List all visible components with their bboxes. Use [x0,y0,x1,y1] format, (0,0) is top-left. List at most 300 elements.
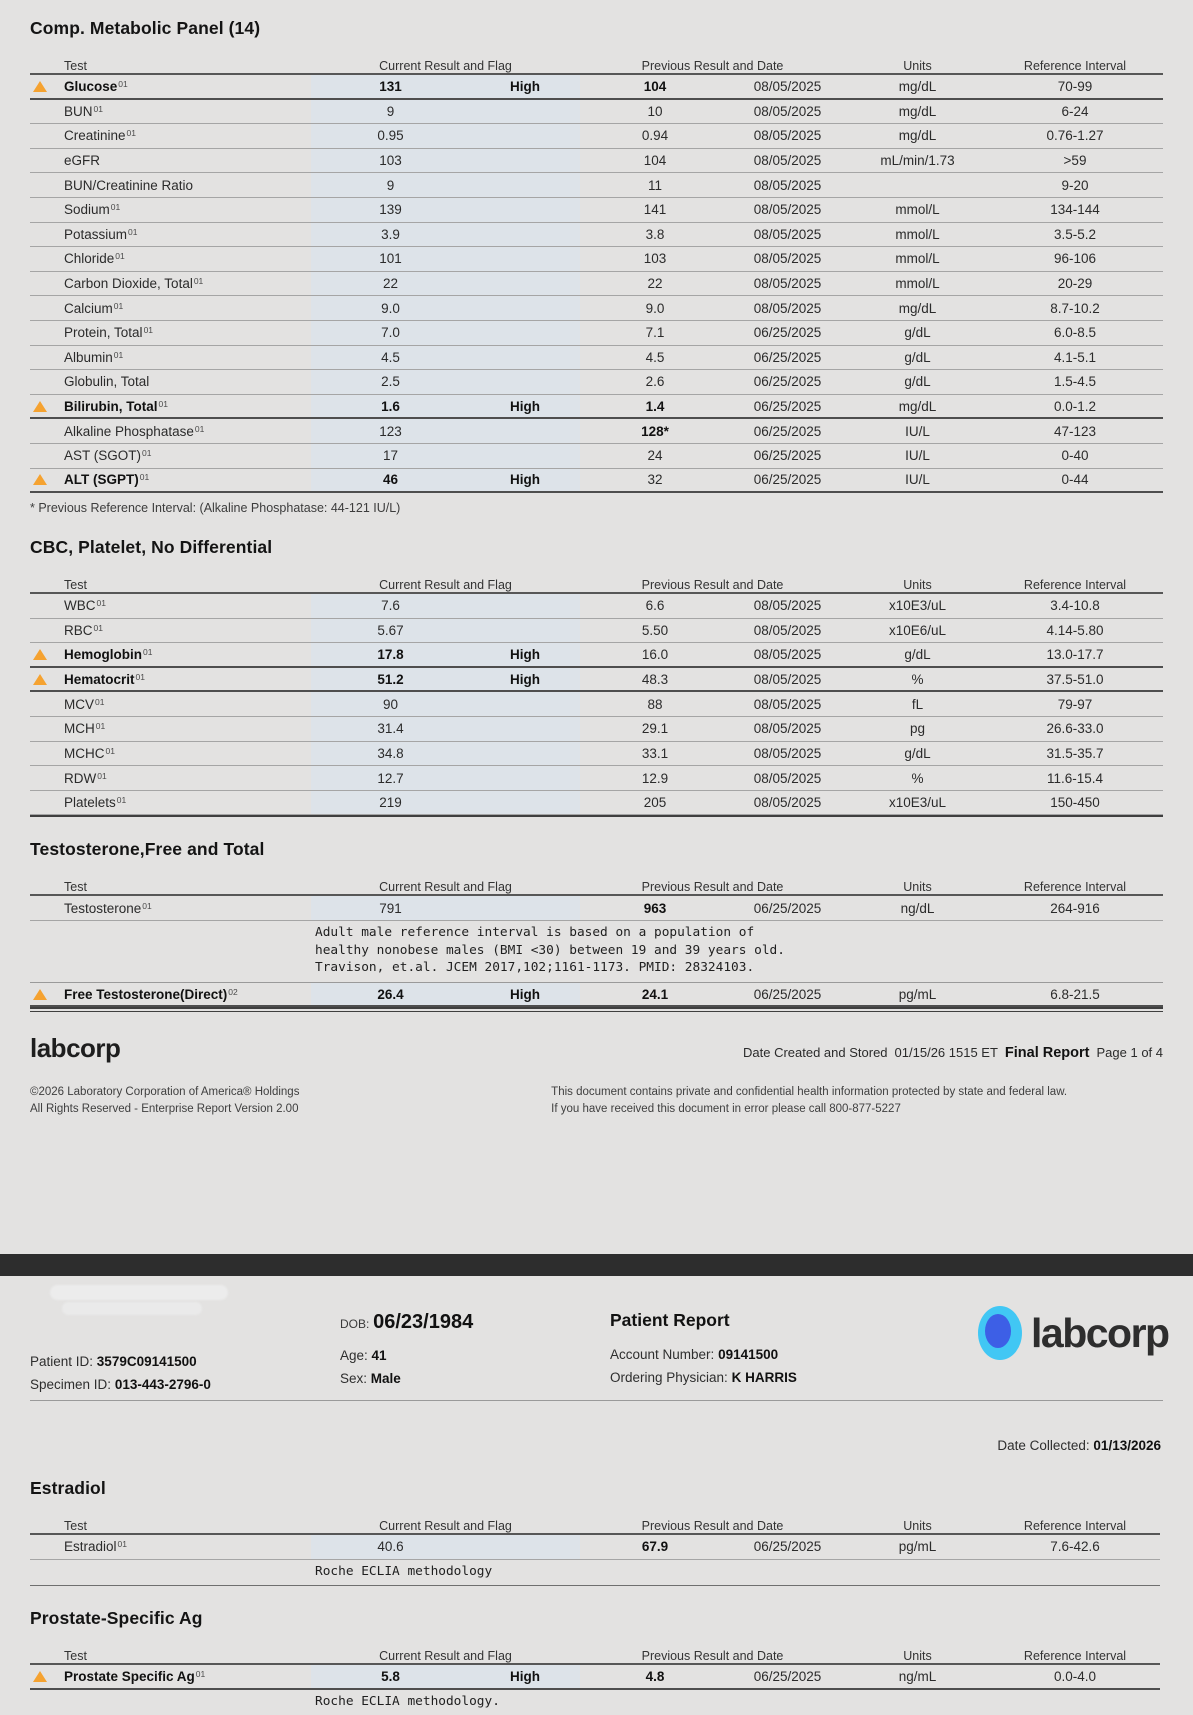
test-name-cell: MCH$^{01}$ [64,721,106,737]
current-result-cell: 46 [311,469,470,492]
table-row [30,717,1163,742]
previous-date-cell: 08/05/2025 [753,770,822,786]
test-name-cell: MCHC$^{01}$ [64,745,115,761]
lab-section [30,839,1163,1009]
table-row [30,791,1163,816]
test-name-cell: Chloride$^{01}$ [64,251,125,267]
col-header-test: Test [64,880,87,895]
previous-date-cell: 08/05/2025 [753,745,822,761]
copyright-line-2: All Rights Reserved - Enterprise Report Version 2.00 [30,1102,299,1115]
current-result-cell: 5.67 [311,619,470,643]
reference-interval-cell: 7.6-42.6 [1050,1539,1100,1555]
result-note-line: Roche ECLIA methodology [315,1563,493,1579]
units-cell: mg/dL [898,103,937,119]
table-row [30,983,1163,1008]
final-report-label: Final Report [1004,1045,1090,1062]
table-row [30,469,1163,494]
previous-date-cell: 06/25/2025 [753,986,822,1002]
previous-date-cell: 06/25/2025 [753,398,822,414]
result-note [30,1690,1160,1715]
table-row [30,173,1163,198]
col-header-test: Test [64,1519,87,1533]
test-name-cell: Potassium$^{01}$ [64,226,138,242]
current-flag-cell [470,370,580,394]
dob-value: 06/23/1984 [373,1311,474,1333]
test-name-cell: Albumin$^{01}$ [64,349,124,365]
physician-value: K HARRIS [731,1370,797,1385]
test-name-cell: WBC$^{01}$ [64,598,106,614]
previous-result-cell: 963 [643,900,667,916]
reference-interval-cell: 264-916 [1050,900,1100,916]
account-line: Account Number: 09141500 [610,1347,779,1362]
previous-date-cell: 08/05/2025 [753,78,822,94]
col-header-current-result: Current Result and Flag [379,59,512,73]
units-cell: g/dL [904,325,931,341]
current-flag-cell [470,692,580,716]
reference-interval-cell: 0.76-1.27 [1046,128,1104,144]
table-row [30,766,1163,791]
units-cell: IU/L [905,472,930,488]
test-name-cell: Glucose$^{01}$ [64,78,128,94]
reference-interval-cell: 6.8-21.5 [1050,986,1100,1002]
current-result-cell: 22 [311,272,470,296]
flag-cell [30,699,60,710]
current-result-cell: 40.6 [311,1535,470,1559]
confidentiality-block [551,1084,1163,1117]
lab-section [30,1478,1160,1586]
table-row [30,370,1163,395]
previous-result-cell: 141 [643,202,667,218]
table-row [30,272,1163,297]
current-result-cell: 34.8 [311,742,470,766]
current-flag-cell [470,346,580,370]
flag-cell [30,180,60,191]
previous-result-cell: 2.6 [645,374,665,390]
date-collected: Date Collected: 01/13/2026 [997,1438,1161,1453]
test-name-cell: Hemoglobin$^{01}$ [64,647,153,663]
current-flag-cell: High [470,469,580,492]
previous-result-cell: 103 [643,251,667,267]
previous-result-cell: 9.0 [645,300,665,316]
current-result-cell: 12.7 [311,766,470,790]
current-result-cell: 31.4 [311,717,470,741]
test-name-cell: AST (SGOT)$^{01}$ [64,448,152,464]
previous-date-cell: 08/05/2025 [753,202,822,218]
reference-interval-cell: 3.4-10.8 [1050,598,1100,614]
reference-interval-cell: 96-106 [1053,251,1097,267]
previous-result-cell: 29.1 [641,721,669,737]
high-flag-triangle-icon [33,474,47,485]
test-name-cell: Protein, Total$^{01}$ [64,325,154,341]
previous-date-cell: 06/25/2025 [753,374,822,390]
patient-report-title: Patient Report [610,1310,730,1330]
labcorp-globe-icon [978,1306,1022,1360]
table-row [30,896,1163,921]
test-name-cell: ALT (SGPT)$^{01}$ [64,472,150,488]
reference-interval-cell: 37.5-51.0 [1046,671,1104,687]
date-collected-value: 01/13/2026 [1093,1438,1161,1453]
previous-result-cell: 7.1 [645,325,665,341]
current-flag-cell [470,296,580,320]
table-row [30,124,1163,149]
test-name-cell: eGFR [64,153,101,169]
flag-cell [30,748,60,759]
previous-result-cell: 24 [647,448,663,464]
previous-result-cell: 67.9 [641,1539,669,1555]
reference-interval-cell: 0-40 [1061,448,1089,464]
col-header-previous-result: Previous Result and Date [641,59,784,73]
previous-date-cell: 06/25/2025 [753,448,822,464]
table-row [30,395,1163,420]
current-flag-cell [470,321,580,345]
patient-header-divider [30,1400,1163,1401]
reference-interval-cell: >59 [1063,153,1087,169]
current-flag-cell: High [470,1665,580,1688]
units-cell: x10E3/uL [888,795,947,811]
current-flag-cell [470,149,580,173]
page-1-footer [30,1033,1163,1064]
reference-interval-cell: 47-123 [1053,423,1097,439]
col-header-previous-result: Previous Result and Date [641,1519,784,1533]
units-cell: IU/L [905,448,930,464]
col-header-reference-interval: Reference Interval [1023,880,1127,895]
current-flag-cell [470,742,580,766]
current-result-cell: 9.0 [311,296,470,320]
previous-date-cell: 06/25/2025 [753,900,822,916]
previous-date-cell: 08/05/2025 [753,300,822,316]
test-name-cell: RBC$^{01}$ [64,622,103,638]
units-cell: mg/dL [898,300,937,316]
units-cell: % [911,671,924,687]
labcorp-logo [978,1306,1169,1360]
table-row [30,223,1163,248]
high-flag-triangle-icon [33,401,47,412]
current-flag-cell: High [470,668,580,691]
test-name-cell: Calcium$^{01}$ [64,300,124,316]
reference-interval-cell: 4.1-5.1 [1053,349,1097,365]
previous-date-cell: 08/05/2025 [753,128,822,144]
high-flag-triangle-icon [33,1671,47,1682]
units-cell: pg/mL [898,1539,937,1555]
units-cell: mmol/L [895,276,940,292]
reference-interval-cell: 31.5-35.7 [1046,745,1104,761]
current-result-cell: 219 [311,791,470,815]
current-flag-cell [470,272,580,296]
col-header-previous-result: Previous Result and Date [641,1649,784,1664]
table-row [30,198,1163,223]
previous-result-cell: 22 [647,276,663,292]
current-result-cell: 123 [311,419,470,443]
test-name-cell: Bilirubin, Total$^{01}$ [64,398,168,414]
units-cell: fL [911,696,924,712]
flag-cell [30,1671,60,1682]
test-name-cell: Estradiol$^{01}$ [64,1539,127,1555]
units-cell: g/dL [904,374,931,390]
previous-result-cell: 24.1 [641,986,669,1002]
labcorp-wordmark: labcorp [30,1033,121,1064]
units-cell: IU/L [905,423,930,439]
units-cell: pg [909,721,926,737]
sex-value: Male [370,1371,401,1386]
previous-date-cell: 08/05/2025 [753,103,822,119]
col-header-current-result: Current Result and Flag [379,880,512,895]
reference-interval-cell: 1.5-4.5 [1053,374,1097,390]
col-header-test: Test [64,578,87,593]
col-header-current-result: Current Result and Flag [379,1649,512,1664]
date-created-label: Date Created and Stored [743,1045,888,1061]
units-cell: g/dL [904,745,931,761]
table-row [30,149,1163,174]
page-1-results [30,18,1163,1009]
flag-cell [30,903,60,914]
current-result-cell: 131 [311,75,470,98]
previous-date-cell: 06/25/2025 [753,472,822,488]
units-cell: mmol/L [895,202,940,218]
current-flag-cell [470,419,580,443]
previous-date-cell: 08/05/2025 [753,177,822,193]
patient-report-block [610,1310,797,1389]
current-result-cell: 17 [311,444,470,468]
table-row [30,742,1163,767]
col-header-current-result: Current Result and Flag [379,578,512,593]
current-result-cell: 4.5 [311,346,470,370]
units-cell: % [911,770,924,786]
units-cell: x10E6/uL [888,622,947,638]
units-cell: mL/min/1.73 [880,153,955,169]
previous-result-cell: 4.8 [645,1668,665,1684]
current-flag-cell [470,717,580,741]
previous-result-cell: 0.94 [641,128,669,144]
reference-interval-cell: 3.5-5.2 [1053,226,1097,242]
previous-result-cell: 32 [647,472,663,488]
col-header-reference-interval: Reference Interval [1023,578,1127,593]
current-flag-cell: High [470,395,580,418]
reference-interval-cell: 6-24 [1061,103,1089,119]
previous-result-cell: 4.5 [645,349,665,365]
previous-date-cell: 08/05/2025 [753,598,822,614]
previous-date-cell: 08/05/2025 [753,226,822,242]
test-name-cell: Creatinine$^{01}$ [64,128,137,144]
reference-interval-cell: 9-20 [1061,177,1089,193]
current-result-cell: 791 [311,896,470,920]
flag-cell [30,723,60,734]
reference-interval-cell: 134-144 [1050,202,1100,218]
reference-interval-cell: 70-99 [1057,78,1093,94]
col-header-reference-interval: Reference Interval [1023,59,1127,73]
reference-interval-cell: 20-29 [1057,276,1093,292]
current-flag-cell: High [470,643,580,666]
previous-date-cell: 08/05/2025 [753,276,822,292]
previous-result-cell: 1.4 [645,398,665,414]
col-header-units: Units [903,880,932,895]
previous-date-cell: 08/05/2025 [753,696,822,712]
section-title: Estradiol [30,1478,106,1498]
previous-result-cell: 11 [647,177,662,193]
units-cell: mmol/L [895,251,940,267]
col-header-previous-result: Previous Result and Date [641,578,784,593]
previous-date-cell: 08/05/2025 [753,671,822,687]
flag-cell [30,625,60,636]
legal-block [30,1084,1163,1117]
col-header-test: Test [64,1649,87,1664]
test-name-cell: Prostate Specific Ag$^{01}$ [64,1668,206,1684]
previous-date-cell: 08/05/2025 [753,721,822,737]
previous-date-cell: 08/05/2025 [753,795,822,811]
previous-result-cell: 128* [641,423,669,439]
result-note-line: Adult male reference interval is based on a population of [315,925,755,941]
current-flag-cell [470,173,580,197]
reference-interval-cell: 11.6-15.4 [1046,770,1104,786]
previous-result-cell: 6.6 [645,598,665,614]
test-name-cell: Free Testosterone(Direct)$^{02}$ [64,986,238,1002]
specimen-id-line: Specimen ID: 013-443-2796-0 [30,1377,211,1392]
reference-interval-cell: 8.7-10.2 [1050,300,1100,316]
reference-interval-cell: 4.14-5.80 [1046,622,1104,638]
flag-cell [30,401,60,412]
flag-cell [30,229,60,240]
current-result-cell: 9 [311,173,470,197]
dob-line: DOB: 06/23/1984 [340,1311,474,1333]
redacted-patient-name [50,1285,228,1300]
flag-cell [30,204,60,215]
page-divider-band [0,1254,1193,1276]
previous-date-cell: 06/25/2025 [753,325,822,341]
flag-cell [30,352,60,363]
flag-cell [30,327,60,338]
table-row [30,1665,1160,1690]
table-body [30,75,1163,493]
table-row [30,668,1163,693]
units-cell: mmol/L [895,226,940,242]
specimen-id-value: 013-443-2796-0 [114,1377,211,1392]
reference-interval-cell: 13.0-17.7 [1046,647,1104,663]
previous-result-cell: 33.1 [641,745,669,761]
result-note-line: Roche ECLIA methodology. [315,1693,500,1709]
test-name-cell: BUN/Creatinine Ratio [64,177,194,193]
reference-interval-cell: 6.0-8.5 [1053,325,1097,341]
table-header-row [30,874,1163,896]
current-flag-cell [470,791,580,815]
page-number: Page 1 of 4 [1096,1045,1163,1061]
test-name-cell: Carbon Dioxide, Total$^{01}$ [64,276,204,292]
table-row [30,444,1163,469]
previous-result-cell: 104 [643,153,667,169]
flag-cell [30,773,60,784]
section-title: CBC, Platelet, No Differential [30,537,273,558]
sex-line: Sex: Male [340,1371,401,1386]
table-body [30,594,1163,817]
previous-result-cell: 5.50 [641,622,669,638]
previous-result-cell: 104 [643,78,667,94]
current-flag-cell [470,1535,580,1559]
previous-result-cell: 3.8 [645,226,665,242]
reference-interval-cell: 79-97 [1057,696,1093,712]
section-title: Comp. Metabolic Panel (14) [30,18,261,38]
previous-date-cell: 08/05/2025 [753,251,822,267]
lab-section [30,537,1163,817]
current-result-cell: 7.0 [311,321,470,345]
copyright-line-1: ©2026 Laboratory Corporation of America® Holdings [30,1086,300,1099]
previous-result-cell: 16.0 [641,647,669,663]
table-row [30,594,1163,619]
current-result-cell: 2.5 [311,370,470,394]
table-row [30,100,1163,125]
flag-cell [30,649,60,660]
current-flag-cell: High [470,75,580,98]
current-flag-cell [470,124,580,148]
table-row [30,346,1163,371]
high-flag-triangle-icon [33,674,47,685]
col-header-current-result: Current Result and Flag [379,1519,512,1533]
current-flag-cell [470,223,580,247]
test-name-cell: Sodium$^{01}$ [64,202,121,218]
units-cell: mg/dL [898,398,937,414]
flag-cell [30,1541,60,1552]
table-row [30,419,1163,444]
col-header-units: Units [903,578,932,593]
previous-date-cell: 06/25/2025 [753,1539,822,1555]
test-name-cell: Alkaline Phosphatase$^{01}$ [64,423,205,439]
confidential-line-2: If you have received this document in error please call 800-877-5227 [551,1102,901,1115]
previous-date-cell: 08/05/2025 [753,647,822,663]
current-result-cell: 101 [311,247,470,271]
previous-result-cell: 88 [647,696,663,712]
test-name-cell: Testosterone$^{01}$ [64,900,152,916]
table-header-row [30,1643,1160,1665]
flag-cell [30,797,60,808]
units-cell: g/dL [904,349,931,365]
current-flag-cell [470,100,580,124]
result-note [30,1560,1160,1586]
table-header-row [30,53,1163,75]
table-row [30,321,1163,346]
table-row [30,75,1163,100]
current-flag-cell [470,247,580,271]
current-result-cell: 3.9 [311,223,470,247]
table-body [30,896,1163,1009]
units-cell: mg/dL [898,78,937,94]
section-title: Prostate-Specific Ag [30,1608,203,1629]
flag-cell [30,674,60,685]
flag-cell [30,600,60,611]
high-flag-triangle-icon [33,81,47,92]
flag-cell [30,303,60,314]
reference-interval-cell: 150-450 [1050,795,1100,811]
result-note-line: healthy nonobese males (BMI <30) between 19 and 39 years old. [315,942,785,958]
col-header-previous-result: Previous Result and Date [641,880,784,895]
reference-interval-cell: 0-44 [1061,472,1089,488]
previous-date-cell: 06/25/2025 [753,423,822,439]
flag-cell [30,81,60,92]
previous-result-cell: 48.3 [641,671,669,687]
flag-cell [30,130,60,141]
current-result-cell: 7.6 [311,594,470,618]
previous-date-cell: 06/25/2025 [753,349,822,365]
test-name-cell: BUN$^{01}$ [64,103,103,119]
table-body [30,1665,1160,1715]
table-body [30,1535,1160,1586]
current-result-cell: 139 [311,198,470,222]
current-result-cell: 5.8 [311,1665,470,1688]
previous-result-cell: 205 [643,795,667,811]
col-header-reference-interval: Reference Interval [1023,1519,1127,1533]
units-cell: g/dL [904,647,931,663]
age-line: Age: 41 [340,1348,387,1363]
table-row [30,296,1163,321]
footer-meta [743,1045,1163,1064]
col-header-test: Test [64,59,87,73]
reference-interval-cell: 26.6-33.0 [1046,721,1104,737]
